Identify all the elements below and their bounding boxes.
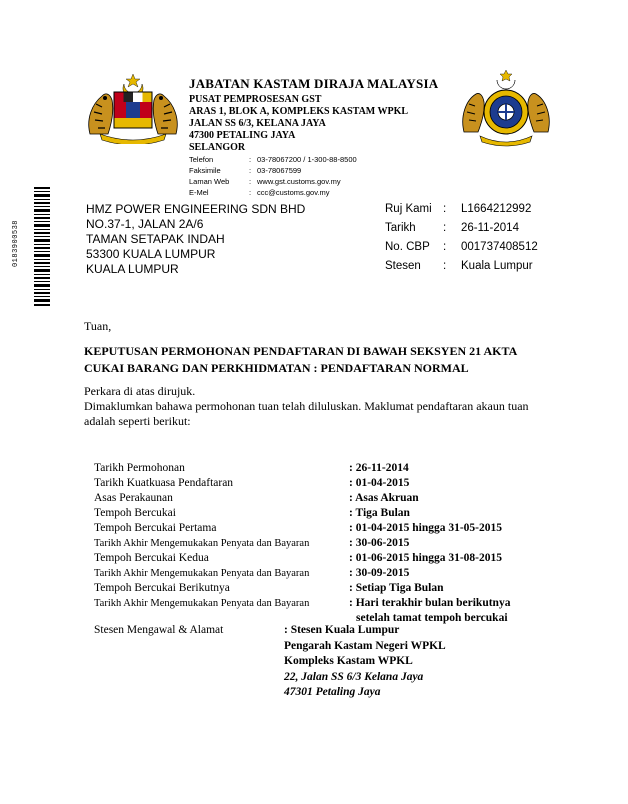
station-row xyxy=(94,654,446,670)
reference-row xyxy=(385,202,538,221)
station-address-line: Pengarah Kastam Negeri WPKL xyxy=(284,639,446,652)
contact-value: 03-78067200 / 1-300-88-8500 xyxy=(257,155,357,164)
station-spacer xyxy=(94,639,284,655)
malaysia-coat-of-arms-logo xyxy=(84,74,182,144)
registration-details xyxy=(94,461,510,626)
contact-row-email xyxy=(189,187,357,198)
detail-label: Tempoh Bercukai Pertama xyxy=(94,522,217,534)
station-spacer xyxy=(94,670,284,686)
recipient-name: HMZ POWER ENGINEERING SDN BHD xyxy=(86,202,306,216)
detail-label: Tempoh Bercukai Berikutnya xyxy=(94,582,230,594)
header-address-line: 47300 PETALING JAYA xyxy=(189,130,296,141)
reference-row xyxy=(385,221,538,240)
customs-badge-icon xyxy=(484,90,528,134)
contact-colon: : xyxy=(249,188,252,197)
contact-colon: : xyxy=(249,177,252,186)
subject-line: KEPUTUSAN PERMOHONAN PENDAFTARAN DI BAWAH SEKSYEN 21 AKTA xyxy=(84,344,518,358)
detail-value: : 30-06-2015 xyxy=(349,537,410,549)
header-address-line: JALAN SS 6/3, KELANA JAYA xyxy=(189,118,326,129)
tiger-right-icon xyxy=(153,94,177,134)
detail-label: Tarikh Akhir Mengemukakan Penyata dan Bayaran xyxy=(94,598,310,609)
detail-row xyxy=(94,491,510,506)
detail-row xyxy=(94,566,510,581)
station-label: Stesen Mengawal & Alamat xyxy=(94,624,224,636)
recipient-address-line: 53300 KUALA LUMPUR xyxy=(86,247,216,261)
subject-line: CUKAI BARANG DAN PERKHIDMATAN : PENDAFTARAN NORMAL xyxy=(84,361,469,375)
body-line: Perkara di atas dirujuk. xyxy=(84,384,196,398)
detail-value: : 26-11-2014 xyxy=(349,462,409,474)
detail-label: Tarikh Permohonan xyxy=(94,462,185,474)
detail-value: : Setiap Tiga Bulan xyxy=(349,582,444,594)
salutation: Tuan, xyxy=(84,319,112,333)
station-address-line: 47301 Petaling Jaya xyxy=(284,686,381,698)
reference-value: L1664212992 xyxy=(461,203,532,215)
contact-colon: : xyxy=(249,166,252,175)
detail-label: Tarikh Akhir Mengemukakan Penyata dan Bayaran xyxy=(94,568,310,579)
reference-block xyxy=(385,202,538,278)
reference-label: No. CBP xyxy=(385,241,430,253)
station-row xyxy=(94,670,446,686)
body-line: adalah seperti berikut: xyxy=(84,414,191,428)
header-address-line: ARAS 1, BLOK A, KOMPLEKS KASTAM WPKL xyxy=(189,106,409,117)
detail-row xyxy=(94,596,510,611)
station-row xyxy=(94,639,446,655)
detail-label: Tempoh Bercukai Kedua xyxy=(94,552,209,564)
detail-label: Tarikh Kuatkuasa Pendaftaran xyxy=(94,477,234,489)
reference-label: Tarikh xyxy=(385,222,416,234)
recipient-address-line: NO.37-1, JALAN 2A/6 xyxy=(86,217,204,231)
tiger-left-icon xyxy=(89,94,113,134)
detail-row xyxy=(94,536,510,551)
barcode-number: 0183900538 xyxy=(12,220,20,268)
recipient-address-line: TAMAN SETAPAK INDAH xyxy=(86,232,225,246)
shield-icon xyxy=(114,92,152,128)
station-spacer xyxy=(94,654,284,670)
reference-label: Stesen xyxy=(385,260,421,272)
reference-colon: : xyxy=(443,203,447,215)
detail-row xyxy=(94,506,510,521)
detail-value-continuation: setelah tamat tempoh bercukai xyxy=(356,612,508,624)
detail-value: : 30-09-2015 xyxy=(349,567,410,579)
station-address-line: 22, Jalan SS 6/3 Kelana Jaya xyxy=(284,670,424,683)
contact-value: ccc@customs.gov.my xyxy=(257,188,330,197)
contact-label: E-Mel xyxy=(189,188,209,197)
contact-colon: : xyxy=(249,155,252,164)
detail-value: : Asas Akruan xyxy=(349,492,419,504)
tiger-right-icon xyxy=(528,93,549,132)
detail-value: : Hari terakhir bulan berikutnya xyxy=(349,597,511,609)
detail-value: : 01-06-2015 hingga 31-08-2015 xyxy=(349,552,503,564)
contact-block xyxy=(189,154,357,198)
detail-value: : 01-04-2015 xyxy=(349,477,410,489)
header-address-line: PUSAT PEMPROSESAN GST xyxy=(189,94,322,105)
contact-label: Laman Web xyxy=(189,177,230,186)
station-address-line: Kompleks Kastam WPKL xyxy=(284,655,413,667)
detail-label: Tarikh Akhir Mengemukakan Penyata dan Bayaran xyxy=(94,538,310,549)
detail-row xyxy=(94,476,510,491)
detail-value: : Tiga Bulan xyxy=(349,507,410,519)
station-row xyxy=(94,685,446,701)
body-paragraph xyxy=(84,384,554,429)
detail-row xyxy=(94,521,510,536)
contact-row-web xyxy=(189,176,357,187)
department-title: JABATAN KASTAM DIRAJA MALAYSIA xyxy=(189,76,439,91)
contact-label: Telefon xyxy=(189,155,214,164)
reference-value: 26-11-2014 xyxy=(461,222,519,234)
detail-label: Tempoh Bercukai xyxy=(94,507,176,519)
reference-value: 001737408512 xyxy=(461,241,538,253)
contact-row-fax xyxy=(189,165,357,176)
detail-label: Asas Perakaunan xyxy=(94,492,173,504)
contact-label: Faksimile xyxy=(189,166,221,175)
detail-row xyxy=(94,461,510,476)
motto-ribbon xyxy=(480,136,532,146)
reference-row xyxy=(385,240,538,259)
subject xyxy=(84,343,517,377)
contact-row-phone xyxy=(189,154,357,165)
station-row xyxy=(94,623,446,639)
station-name: : Stesen Kuala Lumpur xyxy=(284,624,400,636)
header-address-line: SELANGOR xyxy=(189,142,246,153)
station-spacer xyxy=(94,685,284,701)
body-line: Dimaklumkan bahawa permohonan tuan telah diluluskan. Maklumat pendaftaran akaun tuan xyxy=(84,399,529,413)
barcode xyxy=(34,187,50,307)
reference-colon: : xyxy=(443,241,447,253)
detail-row xyxy=(94,581,510,596)
reference-colon: : xyxy=(443,222,447,234)
reference-value: Kuala Lumpur xyxy=(461,260,533,272)
detail-row xyxy=(94,551,510,566)
contact-value: www.gst.customs.gov.my xyxy=(257,177,341,186)
recipient-address-line: KUALA LUMPUR xyxy=(86,262,179,276)
customs-department-emblem-logo xyxy=(460,70,552,148)
reference-label: Ruj Kami xyxy=(385,203,432,215)
detail-value: : 01-04-2015 hingga 31-05-2015 xyxy=(349,522,503,534)
reference-row xyxy=(385,259,538,278)
reference-colon: : xyxy=(443,260,447,272)
star-crescent-icon xyxy=(497,70,515,89)
motto-ribbon xyxy=(100,134,166,144)
controlling-station xyxy=(94,623,446,701)
contact-value: 03-78067599 xyxy=(257,166,302,175)
tiger-left-icon xyxy=(463,93,484,132)
recipient-address xyxy=(86,202,305,277)
